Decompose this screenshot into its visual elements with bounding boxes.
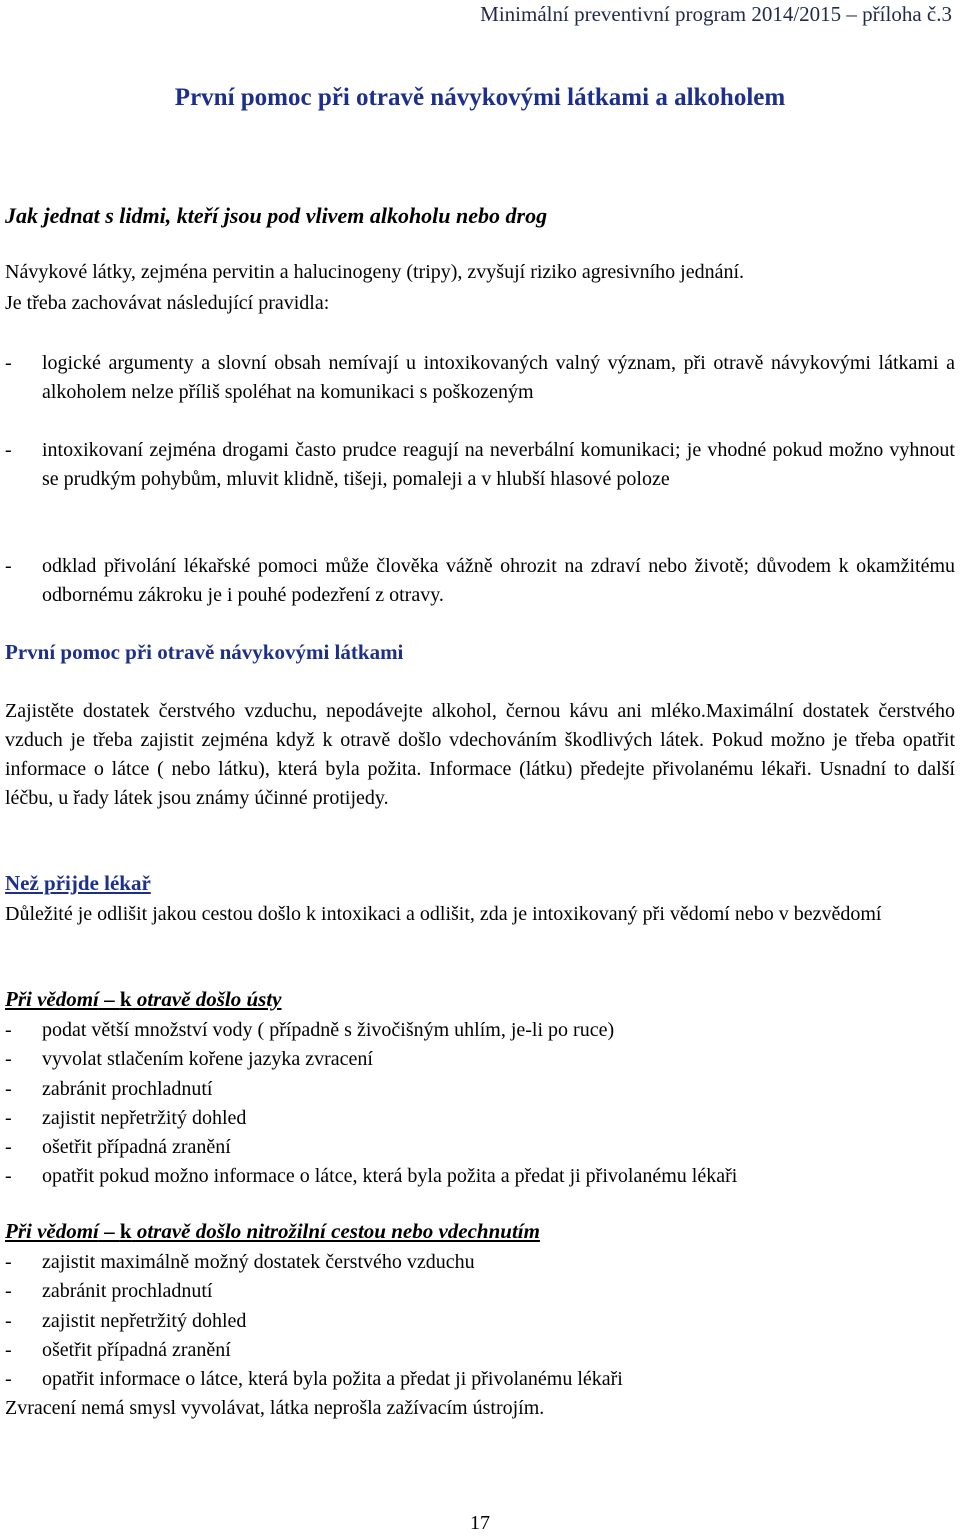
case-heading-part: – <box>98 1219 120 1243</box>
list-item-text: ošetřit případná zranění <box>42 1136 231 1159</box>
list-item <box>5 1336 955 1365</box>
list-dash: - <box>5 1019 12 1041</box>
list-item-text: opatřit pokud možno informace o látce, která byla požita a předat ji přivolanému lékaři <box>42 1165 738 1188</box>
case-heading-part: k <box>119 1219 132 1243</box>
list-item-text: opatřit informace o látce, která byla požita a předat ji přivolanému lékaři <box>42 1368 623 1391</box>
page-title: První pomoc při otravě návykovými látkami a alkoholem <box>174 84 786 111</box>
before-doctor-paragraph: Důležité je odlišit jakou cestou došlo k intoxikaci a odlišit, zda je intoxikovaný při vědomí nebo v bezvědomí <box>5 903 882 925</box>
oral-case-list <box>5 1016 955 1192</box>
running-header: Minimální preventivní program 2014/2015 – příloha č.3 <box>480 2 952 26</box>
list-item <box>5 1045 955 1074</box>
list-dash: - <box>5 1338 12 1361</box>
first-aid-paragraph: Zajistěte dostatek čerstvého vzduchu, nepodávejte alkohol, černou kávu ani mléko.Maximální dostatek čerstvého vzduch je třeba zajistit zejména když k otravě došlo vdechováním škodlivých látek. Pokud možno je třeba opatřit informace o látce ( nebo látku), která byla požita. Informace (látku) předejte přivolanému lékaři. Usnadní to další léčbu, u řady látek jsou známy účinné protijedy. <box>5 700 955 809</box>
section-heading-before-doctor: Než přijde lékař <box>5 871 151 895</box>
list-item <box>5 1075 955 1104</box>
rule-text: odklad přivolání lékařské pomoci může člověka vážně ohrozit na zdraví nebo životě; důvodem k okamžitému odbornému zákroku je i pouhé podezření z otravy. <box>42 555 955 606</box>
intro-line-1: Návykové látky, zejména pervitin a halucinogeny (tripy), zvyšují riziko agresivního jednání. <box>5 261 745 283</box>
list-item-text: zabránit prochladnutí <box>42 1077 213 1100</box>
list-item-text: podat větší množství vody ( případně s živočišným uhlím, je-li po ruce) <box>42 1019 615 1041</box>
list-dash: - <box>5 1309 12 1332</box>
list-item <box>5 1162 955 1191</box>
list-item <box>5 1307 955 1336</box>
case-heading-part: k <box>119 987 132 1011</box>
list-item <box>5 1104 955 1133</box>
case-heading-part: – <box>98 987 120 1011</box>
case-heading-part: otravě došlo ústy <box>131 987 282 1011</box>
list-dash: - <box>5 1251 12 1273</box>
case-heading-part: Při vědomí <box>5 1219 99 1243</box>
list-dash: - <box>5 1368 12 1391</box>
intro-line-2: Je třeba zachovávat následující pravidla: <box>5 292 330 314</box>
list-item-text: zajistit maximálně možný dostatek čerstvého vzduchu <box>42 1251 475 1273</box>
rule-item <box>5 349 955 407</box>
rule-text: logické argumenty a slovní obsah nemívají u intoxikovaných valný význam, při otravě návykovými látkami a alkoholem nelze příliš spoléhat na komunikaci s poškozeným <box>42 352 955 403</box>
list-item-text: zajistit nepřetržitý dohled <box>42 1309 247 1332</box>
section-heading-how-to-act: Jak jednat s lidmi, kteří jsou pod vlivem alkoholu nebo drog <box>5 203 548 228</box>
list-dash: - <box>5 1077 12 1100</box>
section-heading-first-aid: První pomoc při otravě návykovými látkami <box>5 640 404 664</box>
list-item-text: ošetřit případná zranění <box>42 1338 231 1361</box>
case-heading-part: Při vědomí <box>5 987 99 1011</box>
list-item-text: vyvolat stlačením kořene jazyka zvracení <box>42 1048 373 1071</box>
case-heading-part: otravě došlo nitrožilní cestou nebo vdechnutím <box>131 1219 540 1243</box>
rule-item <box>5 552 955 610</box>
list-item-text: zajistit nepřetržitý dohled <box>42 1106 247 1129</box>
list-item <box>5 1248 955 1277</box>
list-dash: - <box>5 1165 12 1188</box>
list-item <box>5 1365 955 1394</box>
list-dash: - <box>5 1136 12 1159</box>
page-number: 17 <box>470 1512 490 1534</box>
list-dash: - <box>5 1048 12 1071</box>
case-heading-inhaled <box>5 1219 540 1244</box>
inhaled-case-list <box>5 1248 955 1394</box>
list-item-text: zabránit prochladnutí <box>42 1280 213 1303</box>
closing-note: Zvracení nemá smysl vyvolávat, látka neprošla zažívacím ústrojím. <box>5 1397 545 1419</box>
rule-text: intoxikovaní zejména drogami často prudce reagují na neverbální komunikaci; je vhodné pokud možno vyhnout se prudkým pohybům, mluvit klidně, tišeji, pomaleji a v hlubší hlasové poloze <box>42 439 955 490</box>
list-dash: - <box>5 1280 12 1303</box>
rule-item <box>5 436 955 494</box>
list-dash: - <box>5 439 12 461</box>
list-dash: - <box>5 555 12 577</box>
list-item <box>5 1133 955 1162</box>
list-dash: - <box>5 352 12 374</box>
case-heading-oral <box>5 987 282 1012</box>
list-item <box>5 1016 955 1045</box>
list-dash: - <box>5 1106 12 1129</box>
list-item <box>5 1277 955 1306</box>
